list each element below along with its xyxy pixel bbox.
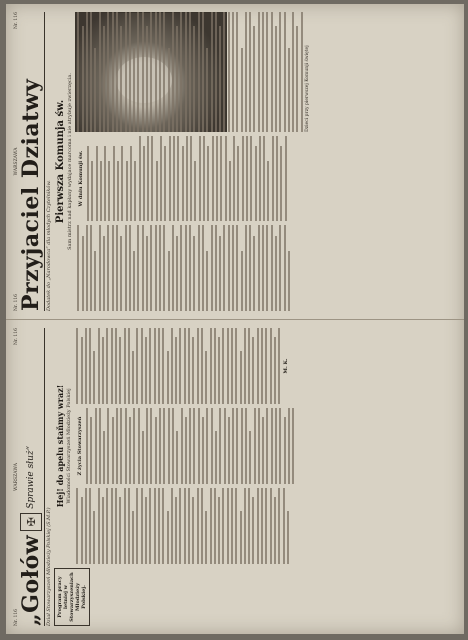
left-issue-number-right: Nr. 116 (13, 328, 19, 346)
right-issue-number: Nr. 116 (13, 293, 19, 311)
left-title-part1: „Gołów (18, 534, 44, 626)
rotated-spread (6, 4, 464, 634)
right-subtitle: Dodatek do „Narodowca“ dla młodych Czytelników. (46, 180, 52, 311)
poem-title: W dniu Komunji św. (78, 150, 84, 207)
left-masthead (20, 328, 45, 626)
left-signature: M. K. (283, 358, 290, 374)
left-section-label: Z życia Stowarzyszeń (77, 416, 83, 476)
left-page (6, 319, 464, 634)
left-subheadline: Wiadomości Stowarzyszeń Młodzieży Polskiej (66, 388, 72, 504)
right-title: Przyjaciel Dziatwy (18, 78, 44, 311)
left-city: WARSZAWA (13, 463, 19, 491)
right-column-2 (75, 136, 445, 222)
right-subheadline: Sam mistrz nad kapłany wydajace marcoma i nie atrybuje zwierzęcia. (67, 73, 73, 250)
poem-block (87, 136, 136, 222)
left-column-3 (74, 328, 434, 404)
left-title-part2: Sprawie służ“ (26, 445, 36, 509)
right-issue-number-right: Nr. 116 (13, 12, 19, 30)
left-subtitle: Dział Stowarzyszeń Młodzieży Polskiej (S.M.P.) (46, 507, 52, 626)
left-program-box: Program pracy letniej w Stowarzyszeniach Młodzieży Polskiej. (54, 568, 90, 626)
right-page (6, 4, 464, 319)
left-column-1 (74, 488, 434, 564)
right-masthead (20, 12, 45, 311)
right-columns (75, 12, 445, 311)
left-headline: Hej! do apelu staňmy wraz! (55, 384, 65, 508)
right-city: WARSZAWA (13, 147, 19, 176)
right-column-3 (75, 12, 445, 132)
left-issue-number: Nr. 116 (13, 608, 19, 626)
newspaper-sheet (6, 4, 464, 634)
scout-emblem-icon: ✠ (20, 513, 42, 531)
right-column-1 (75, 225, 445, 311)
right-headline: Pierwsza Komunja św. (55, 99, 66, 224)
left-column-2 (74, 408, 434, 484)
left-columns (74, 328, 434, 564)
photo-caption: Dzieci przy pierwszej Komunji świętej (305, 45, 311, 132)
